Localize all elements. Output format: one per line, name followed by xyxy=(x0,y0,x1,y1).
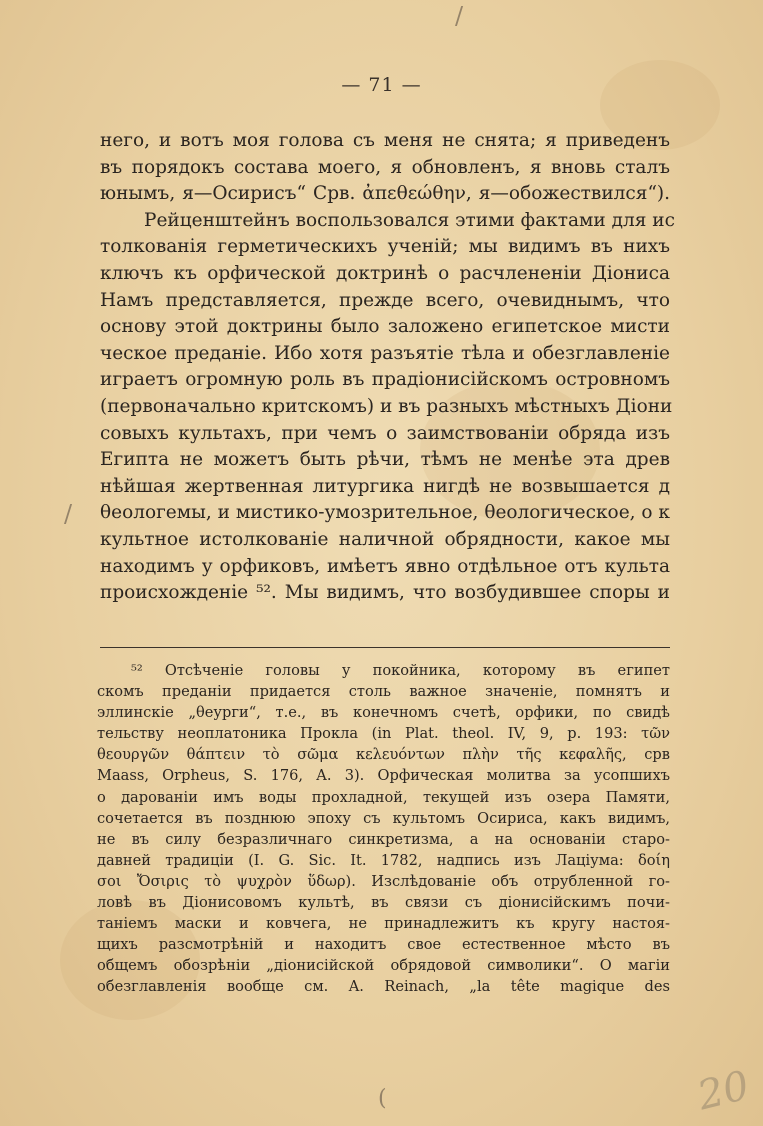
footnote-line: ⁵² Отсѣченіе головы у покойника, которому въ египет xyxy=(131,662,670,679)
text-line: Рейценштейнъ воспользовался этими фактами для ис xyxy=(144,209,675,231)
footnote-line: о дарованіи имъ воды прохладной, текущей изъ озера Памяти, xyxy=(97,788,670,806)
footnote-line: щихъ разсмотрѣній и находитъ свое естественное мѣсто въ xyxy=(97,936,670,954)
text-line: юнымъ, я—Осирисъ“ Срв. ἀπεθεώθην, я—обожествился“). xyxy=(100,183,670,205)
text-line: (первоначально критскомъ) и въ разныхъ мѣстныхъ Діони xyxy=(100,395,673,417)
pencil-mark: ( xyxy=(378,1086,387,1111)
footnote-line: обезглавленія вообще см. A. Reinach, „la tête magique des xyxy=(97,978,670,996)
footnote-line: таніемъ маски и ковчега, не принадлежитъ къ кругу настоя- xyxy=(97,915,670,933)
footnote-line: давней традиціи (I. G. Sic. It. 1782, надпись изъ Лаціума: δοίη xyxy=(97,851,670,869)
text-line: находимъ у орфиковъ, имѣетъ явно отдѣльное отъ культа xyxy=(100,555,670,577)
text-line: происхожденіе ⁵². Мы видимъ, что возбудившее споры и xyxy=(100,582,670,604)
footnote-line: сочетается въ позднюю эпоху съ культомъ Осириса, какъ видимъ, xyxy=(97,809,670,827)
text-line: ключъ къ орфической доктринѣ о расчлененіи Діониса xyxy=(100,262,670,284)
main-text-block xyxy=(100,128,675,607)
footnote-line: скомъ преданіи придается столь важное значеніе, помнятъ и xyxy=(97,683,670,701)
text-line: него, и вотъ моя голова съ меня не снята; я приведенъ xyxy=(100,130,670,151)
text-line: нѣйшая жертвенная литургика нигдѣ не возвышается д xyxy=(100,475,670,497)
footnote-line: ловѣ въ Діонисовомъ культѣ, въ связи съ діонисійскимъ почи- xyxy=(97,894,670,912)
text-line: Намъ представляется, прежде всего, очевиднымъ, что xyxy=(100,289,670,311)
text-line: культное истолкованіе наличной обрядности, какое мы xyxy=(100,528,670,550)
page-number: — 71 — xyxy=(341,74,422,96)
text-line: толкованія герметическихъ ученій; мы видимъ въ нихъ xyxy=(100,236,670,258)
footnote-line: Maass, Orpheus, S. 176, A. 3). Орфическая молитва за усопшихъ xyxy=(97,767,670,785)
footnote-line: эллинскіе „θеурги“, т.е., въ конечномъ счетѣ, орфики, по свидѣ xyxy=(97,704,670,722)
footnote-divider xyxy=(100,647,670,648)
footnote-line: не въ силу безразличнаго синкретизма, а на основаніи старо- xyxy=(97,830,670,848)
footnote-block xyxy=(97,660,670,998)
footnote-line: тельству неоплатоника Прокла (in Plat. theol. IV, 9, p. 193: τῶν xyxy=(97,725,670,743)
footnote-line: σοι Ὄσιρις τὸ ψυχρὸν ὕδωρ). Изслѣдованіе объ отрубленной го- xyxy=(97,872,670,890)
pencil-mark: / xyxy=(455,2,464,30)
text-line: основу этой доктрины было заложено египетское мисти xyxy=(100,316,670,338)
text-line: ческое преданіе. Ибо хотя разъятіе тѣла и обезглавленіе xyxy=(100,342,670,364)
text-line: въ порядокъ состава моего, я обновленъ, я вновь сталъ xyxy=(100,156,670,178)
footnote-line: θεουργῶν θάπτειν τὸ σῶμα κελευόντων πλὴν τῆς κεφαλῆς, срв xyxy=(97,746,670,764)
text-line: играетъ огромную роль въ прадіонисійскомъ островномъ xyxy=(100,369,670,391)
text-line: θеологемы, и мистико-умозрительное, θеологическое, о к xyxy=(100,502,670,524)
pencil-mark: / xyxy=(64,500,73,528)
footnote-line: общемъ обозрѣніи „діонисійской обрядовой символики“. О магіи xyxy=(97,957,670,975)
handwritten-pencil-note: 20 xyxy=(693,1062,754,1120)
text-line: Египта не можетъ быть рѣчи, тѣмъ не менѣе эта древ xyxy=(100,449,670,471)
text-line: совыхъ культахъ, при чемъ о заимствованіи обряда изъ xyxy=(100,422,670,444)
